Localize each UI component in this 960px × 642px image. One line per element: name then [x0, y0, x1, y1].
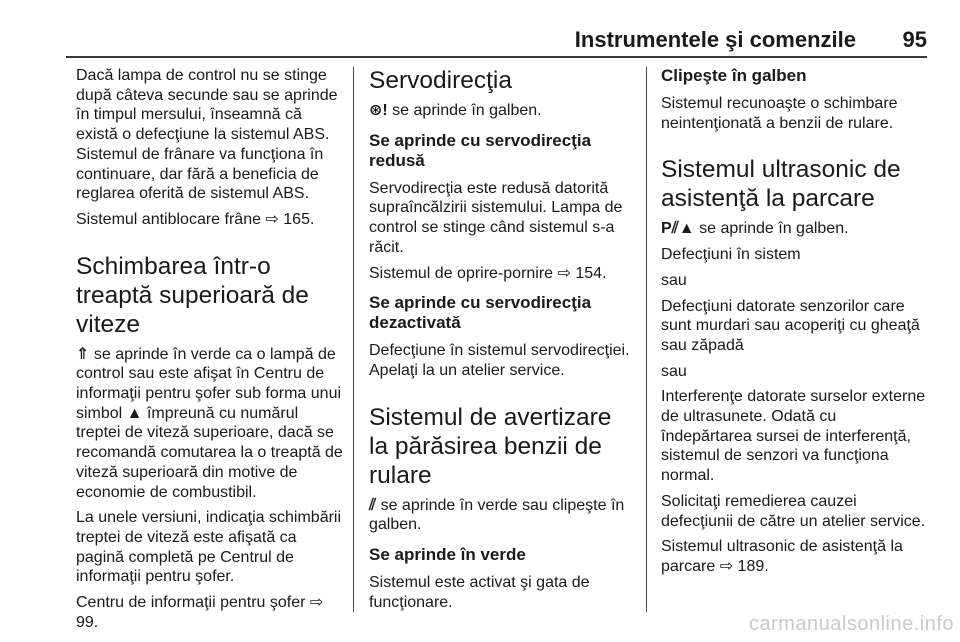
heading-lane-departure: Sistemul de avertizare la părăsirea benzii de rulare [369, 403, 612, 489]
lane-departure-icon: ⫽ [369, 496, 377, 514]
section-title: Instrumentele şi comenzile [574, 27, 856, 52]
park-fault-3: Interferenţe datorate surselor externe de ultrasunete. Odată cu îndepărtarea sursei de interferenţă, sistemul de senzori va funcţiona normal. [661, 388, 926, 485]
upshift-text: se aprinde în verde ca o lampă de control sau este afişat în Centru de informaţii pentru şofer sub forma unui simbol ▲ împreună cu numărul treptei de viteză superioare, dacă se recomandă comutarea la o treaptă de viteză superioară din motive de economie de combustibil. [76, 345, 343, 501]
stop-start-reference[interactable]: Sistemul de oprire-pornire ⇨ 154. [369, 264, 607, 282]
header-rule [66, 56, 927, 58]
abs-paragraph: Dacă lampa de control nu se stinge după câteva secunde sau se aprinde în timpul mersului, înseamnă că există o defecţiune la sistemul ABS. Sistemul de frânare va funcţiona în continuare, dar fără a beneficia de reglarea oferită de sistemul ABS. [76, 67, 338, 203]
lane-paragraph [369, 496, 635, 535]
lane-text: se aprinde în verde sau clipeşte în galben. [369, 496, 625, 534]
heading-servo-reduced: Se aprinde cu servodirecţia redusă [369, 130, 592, 170]
heading-servo: Servodirecţia [369, 67, 512, 94]
abs-reference[interactable]: Sistemul antiblocare frâne ⇨ 165. [76, 210, 315, 228]
page-header [0, 0, 960, 56]
servo-text: se aprinde în galben. [387, 102, 542, 119]
park-service: Solicitaţi remedierea cauzei defecţiunii de către un atelier service. [661, 492, 926, 530]
park-text: se aprinde în galben. [694, 220, 849, 238]
park-fault-1: Defecţiuni în sistem [661, 246, 801, 264]
heading-upshift: Schimbarea într-o treaptă superioară de viteze [76, 252, 309, 338]
blink-paragraph: Sistemul recunoaşte o schimbare neintenţionată a benzii de rulare. [661, 95, 898, 132]
upshift-icon: ⇑ [76, 345, 90, 363]
park-or-1: sau [661, 271, 687, 289]
column-3 [661, 66, 931, 583]
heading-green: Se aprinde în verde [369, 545, 526, 565]
column-divider [646, 67, 647, 612]
park-paragraph [661, 219, 931, 239]
upshift-paragraph-2: La unele versiuni, indicaţia schimbării treptei de viteză este afişată ca pagină completă pe Centrul de informaţii pentru şofer. [76, 509, 342, 586]
column-1 [76, 66, 344, 638]
power-steering-icon: ⊛! [369, 102, 388, 119]
heading-parking-assist: Sistemul ultrasonic de asistenţă la parcare [661, 156, 901, 213]
dic-reference[interactable]: Centru de informaţii pentru şofer ⇨ 99. [76, 594, 324, 631]
heading-servo-off: Se aprinde cu servodirecţia dezactivată [369, 293, 592, 333]
green-paragraph: Sistemul este activat şi gata de funcţionare. [369, 574, 590, 611]
heading-blink-yellow: Clipeşte în galben [661, 66, 807, 85]
parking-assist-icon: P⫽▲ [661, 220, 695, 238]
park-fault-2: Defecţiuni datorate senzorilor care sunt murdari sau acoperiţi cu gheaţă sau zăpadă [661, 297, 920, 354]
watermark: carmanualsonline.info [748, 613, 954, 635]
upshift-paragraph [76, 345, 344, 503]
park-or-2: sau [661, 362, 687, 380]
servo-reduced-paragraph: Servodirecţia este redusă datorită supraîncălzirii sistemului. Lampa de control se stinge când sistemul s-a răcit. [369, 179, 623, 256]
park-reference[interactable]: Sistemul ultrasonic de asistenţă la parcare ⇨ 189. [661, 538, 903, 575]
column-2 [369, 66, 635, 618]
page-number: 95 [902, 27, 927, 52]
servo-paragraph [369, 101, 635, 121]
column-divider [353, 67, 354, 612]
servo-off-paragraph: Defecţiune în sistemul servodirecţiei. Apelaţi la un atelier service. [369, 342, 630, 379]
